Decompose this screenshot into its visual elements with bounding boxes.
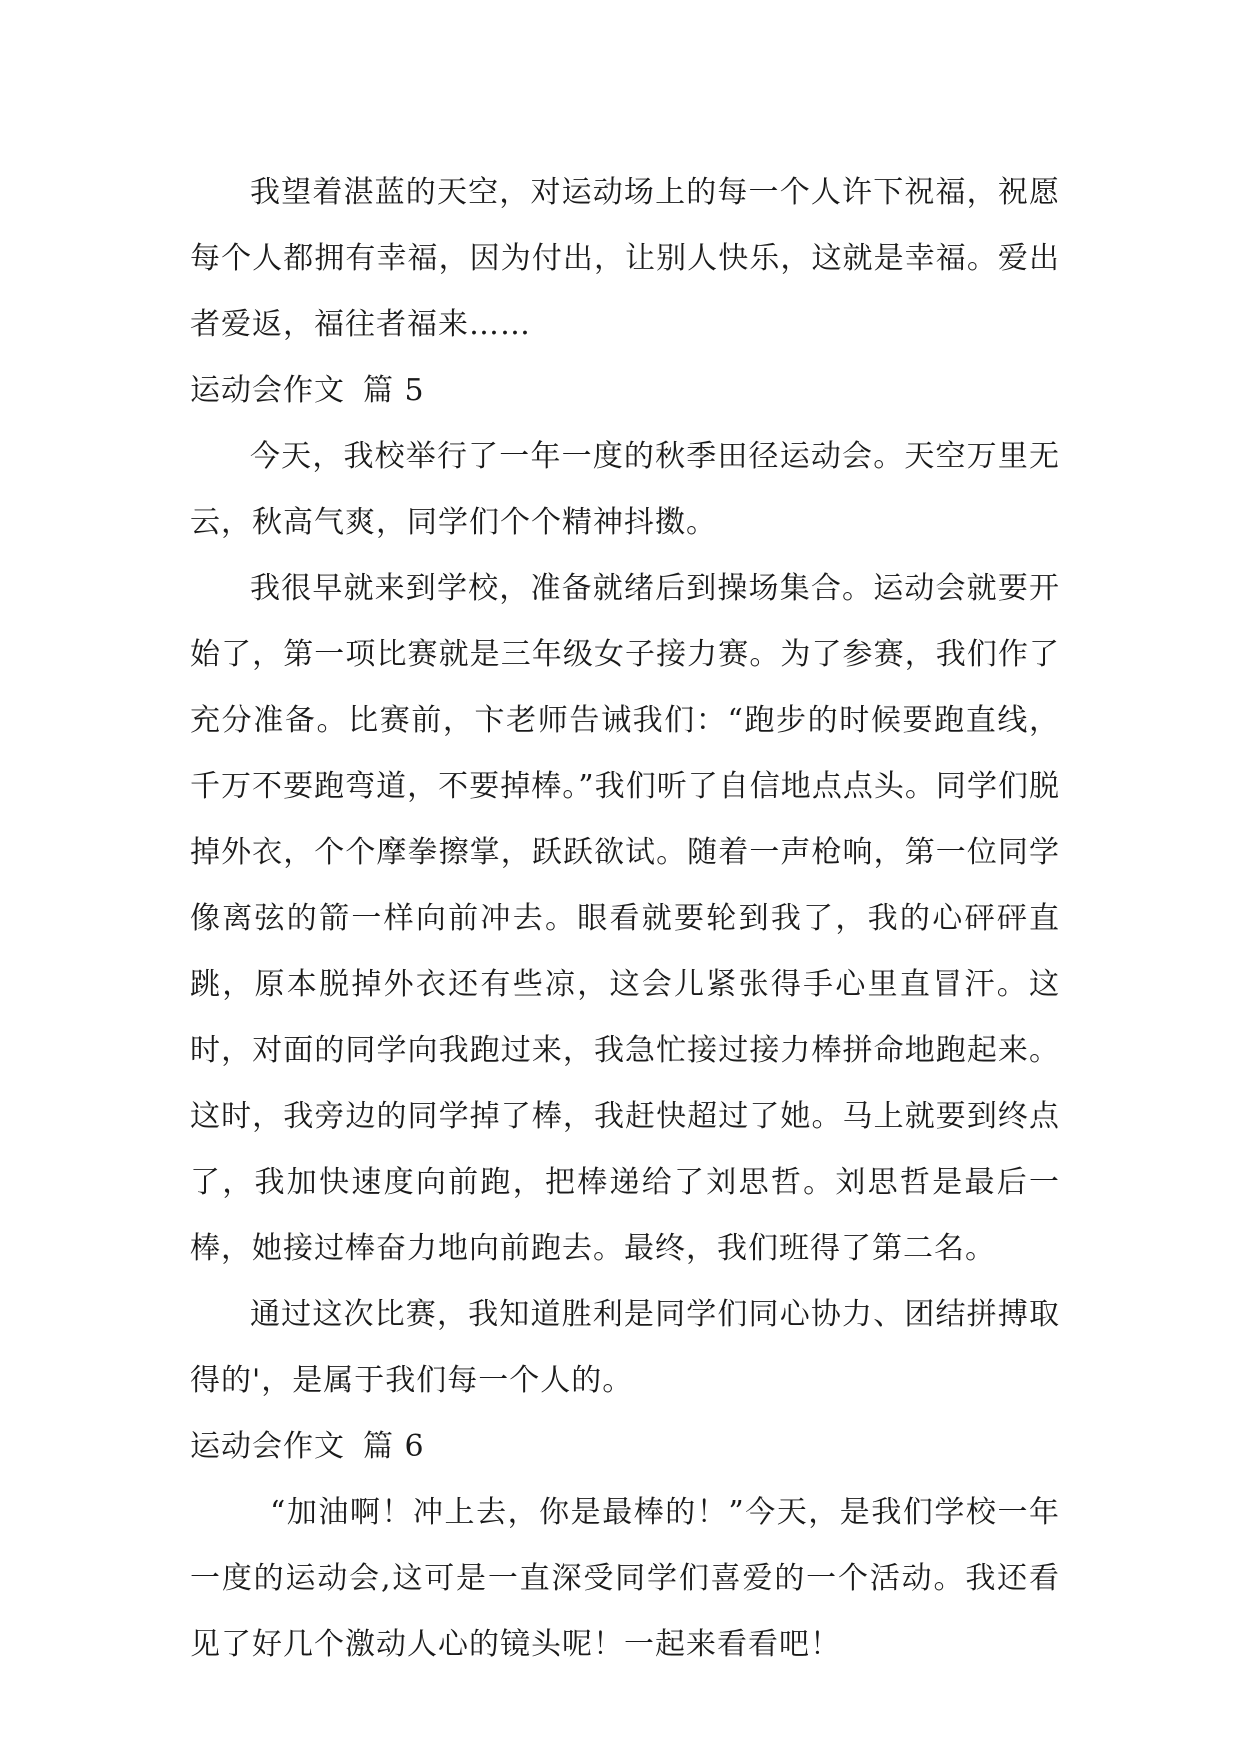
document-page [190,160,1060,1678]
heading-label: 篇 5 [363,373,425,408]
paragraph-conclusion: 通过这次比赛，我知道胜利是同学们同心协力、团结拼搏取得的'，是属于我们每一个人的。 [190,1297,1060,1398]
heading-label: 篇 6 [363,1429,425,1464]
paragraph-blessing: 我望着湛蓝的天空，对运动场上的每一个人许下祝福，祝愿每个人都拥有幸福，因为付出，让别人快乐，这就是幸福。爱出者爱返，福往者福来…… [190,175,1060,342]
section-heading-6 [190,1414,1060,1480]
heading-title: 运动会作文 [190,373,345,408]
paragraph-intro: 今天，我校举行了一年一度的秋季田径运动会。天空万里无云，秋高气爽，同学们个个精神抖擞。 [190,439,1060,540]
heading-title: 运动会作文 [190,1429,345,1464]
paragraph-cheering: “加油啊！冲上去，你是最棒的！”今天，是我们学校一年一度的运动会,这可是一直深受同学们喜爱的一个活动。我还看见了好几个激动人心的镜头呢！一起来看看吧！ [190,1495,1060,1662]
section-heading-5 [190,358,1060,424]
paragraph-relay-race: 我很早就来到学校，准备就绪后到操场集合。运动会就要开始了，第一项比赛就是三年级女子接力赛。为了参赛，我们作了充分准备。比赛前，卞老师告诫我们：“跑步的时候要跑直线，千万不要跑弯道，不要掉棒。”我们听了自信地点点头。同学们脱掉外衣，个个摩拳擦掌，跃跃欲试。随着一声枪响，第一位同学像离弦的箭一样向前冲去。眼看就要轮到我了，我的心砰砰直跳，原本脱掉外衣还有些凉，这会儿紧张得手心里直冒汗。这时，对面的同学向我跑过来，我急忙接过接力棒拼命地跑起来。这时，我旁边的同学掉了棒，我赶快超过了她。马上就要到终点了，我加快速度向前跑，把棒递给了刘思哲。刘思哲是最后一棒，她接过棒奋力地向前跑去。最终，我们班得了第二名。 [190,571,1060,1266]
